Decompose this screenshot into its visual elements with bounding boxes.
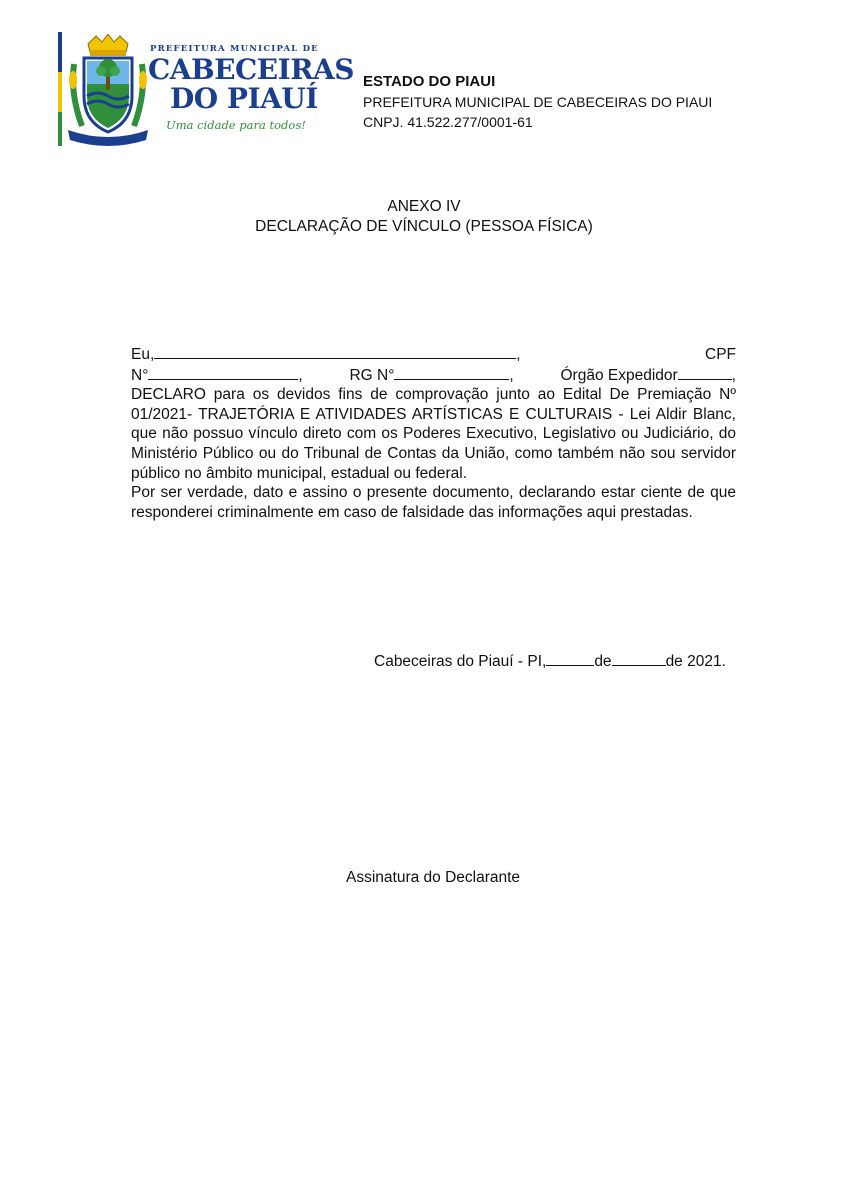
month-blank xyxy=(612,651,666,666)
label-eu: Eu, xyxy=(131,346,155,363)
label-orgao: Órgão Expedidor xyxy=(560,366,678,384)
logo-name-line1: CABECEIRAS xyxy=(148,53,354,86)
coat-of-arms-icon xyxy=(66,34,150,146)
name-field-row xyxy=(131,344,521,365)
declaration-body xyxy=(131,344,736,522)
date-line xyxy=(374,651,726,671)
sep-1: , xyxy=(516,346,521,363)
label-rg: RG N° xyxy=(349,366,395,384)
line-name-cpf xyxy=(131,344,736,365)
closing-paragraph: Por ser verdade, dato e assino o presente documento, declarando estar ciente de que responderei criminalmente em caso de falsidade das informações aqui prestadas. xyxy=(131,484,736,521)
municipal-logo xyxy=(58,30,354,148)
label-cpf: CPF xyxy=(705,346,736,363)
header-cnpj: CNPJ. 41.522.277/0001-61 xyxy=(363,114,533,130)
orgao-field-row xyxy=(560,365,736,386)
logo-name-line2: DO PIAUÍ xyxy=(170,82,318,115)
document-title xyxy=(0,197,848,237)
logo-top-text: PREFEITURA MUNICIPAL DE xyxy=(150,44,319,54)
rg-field-row xyxy=(349,365,513,386)
letterhead xyxy=(363,72,712,132)
date-de-1: de xyxy=(594,653,612,670)
rg-blank xyxy=(394,365,509,380)
header-state: ESTADO DO PIAUI xyxy=(363,73,496,90)
logo-stripe-yellow xyxy=(58,72,62,112)
date-place: Cabeceiras do Piauí - PI, xyxy=(374,653,547,670)
logo-name xyxy=(148,55,354,113)
name-blank xyxy=(154,344,516,359)
day-blank xyxy=(546,651,594,666)
sep-2: , xyxy=(298,366,303,384)
orgao-blank xyxy=(678,365,732,380)
title-annex: ANEXO IV xyxy=(387,198,461,215)
label-numero: N° xyxy=(131,366,149,384)
logo-stripe-blue xyxy=(58,32,62,72)
signature-label: Assinatura do Declarante xyxy=(346,869,521,886)
title-declaration: DECLARAÇÃO DE VÍNCULO (PESSOA FÍSICA) xyxy=(255,218,593,235)
header-municipality: PREFEITURA MUNICIPAL DE CABECEIRAS DO PIAUI xyxy=(363,94,713,110)
declaration-paragraph: DECLARO para os devidos fins de comprovação junto ao Edital De Premiação Nº 01/2021- TRAJETÓRIA E ATIVIDADES ARTÍSTICAS E CULTURAIS - Lei Aldir Blanc, que não possuo vínculo direto com os Poderes Executivo, Legislativo ou Judiciário, do Ministério Público ou do Tribunal de Contas da União, como também não sou servidor público no âmbito municipal, estadual ou federal. xyxy=(131,386,736,482)
line-ids xyxy=(131,365,736,386)
sep-4: , xyxy=(731,366,736,384)
date-de-2: de 2021. xyxy=(665,653,726,670)
cpf-field-row xyxy=(131,365,303,386)
cpf-blank xyxy=(148,365,298,380)
sep-3: , xyxy=(509,366,514,384)
logo-slogan: Uma cidade para todos! xyxy=(166,118,306,132)
logo-stripe-green xyxy=(58,112,62,146)
